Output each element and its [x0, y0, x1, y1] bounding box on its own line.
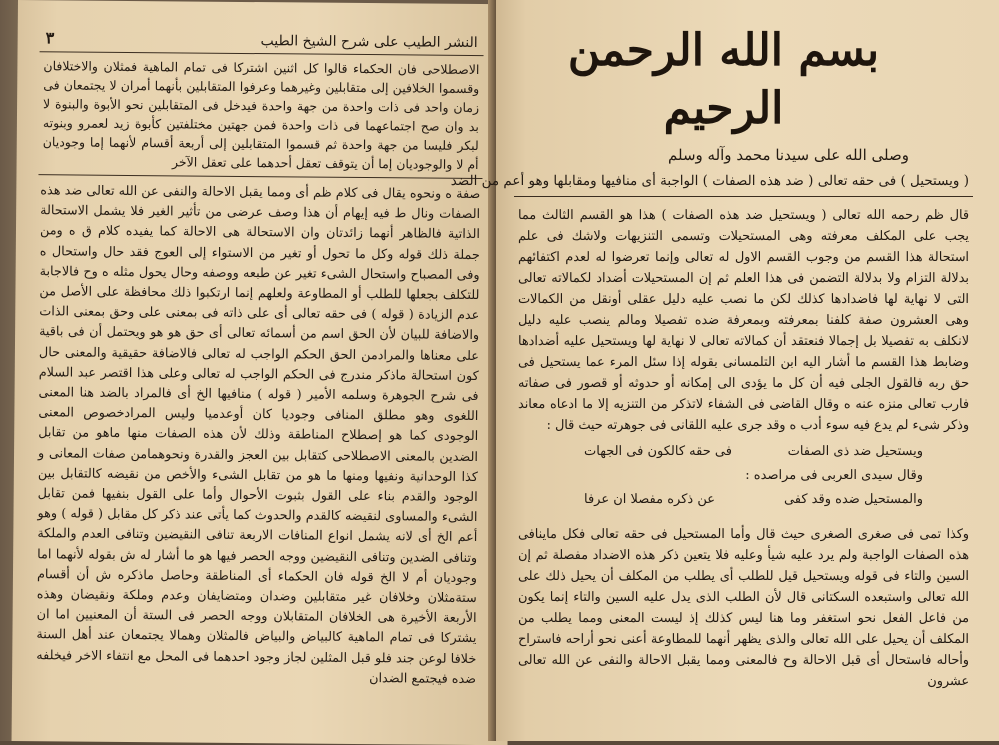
right-body-paragraph-2: وكذا تمى فى صغرى الصغرى حيث قال وأما المستحيل فى حقه تعالى فكل ماينافى هذه الصفات الواجبة ولم يرد عليه شيأ وعليه فلا يتعين ذكر هذه الاضداد مفصلة ثم إن السين والتاء فى قوله ويستحيل قيل للطلب أى يطلب من المكلف أن يحيل ذلك على الله تعالى واستبعده السكتانى قال لأن الطلب الذى يدل عليه السين والتاء إنما يكون من فاعل الفعل نحو استغفر وما هنا ليس كذلك إذ ليست المعنى ومما يطلب من المكلف أن يحيل على الله تعالى والذى يظهر أنهما للمطاوعة أعنى نحو أراحه فاستراح وأحاله فاستحال أى قبل الاحالة وح فالمعنى ومما يقبل الاحالة والنفى عن الله تعالى عشرون [518, 527, 969, 689]
left-body-text: صفة ه ونحوه يقال فى كلام ظم أى ومما يقبل الاحالة والنفى عن الله تعالى ضد هذه الصفات ونال ط فيه إيهام أن هذا وصف عرضى من تأثير الغير فلا يشمل الاستحالة الذاتية فالظاهر أنهما زائدتان وان الاستحالة هى الاحالة كما يفيده كلام ق ه ومن جملة ذلك قوله وكل ما تحول أو تغير من الاستواء إلى العوج فقد حال واستحال ه وفى المصباح واستحال الشىء تغير عن طبعه ووصفه وحال يحول مثله ه وح فالاجابة للتكلف بجعلها للطلب أو المطاوعة ولعلهم إنما ارتكبوا ذلك محافظة على الأصل من عدم الزيادة ( قوله ) فى حقه تعالى أى على ذاته فى بمعنى على وحق بمعنى الذات والاضافة للبيان لأن الحق اسم من أسمائه تعالى أى حق هو هو ويحتمل أن فى باقية على معناها والمرادمن الحق الحكم الواجب له تعالى فالاضافة حقيقية والمعنى حال كون استحالة ماذكر مندرج فى الحكم الواجب له تعالى وعلى هذا اقتصر عبد السلام فى شرح الجوهرة وسلمه الأمير ( قوله ) منافيها الخ أى فالمراد بالضد هنا المعنى اللغوى وهو مطلق المنافى وجوديا كان أوعدميا وليس المرادخصوص المعنى الوجودى كما هو إصطلاح المناطقة وذلك لأن هذه الصفات منها ماهو من تقابل الضدين بالمعنى الاصطلاحى كتقابل بين العجز والقدرة ونحوهمامن صفات المعانى و كذا الوحدانية ونفيها ومنها ما هو من تقابل الشىء والأخص من نقيضه كالتقابل بين الوجود والقدم بناء على القول بثبوت الأحوال وأما على القول بنفيها فمن تقابل الشىء والمساوى لنقيضه كالقدم والحدوث كما يأتى عند ذكر كل مقابل ( قوله ) وهو أعم الخ أى لانه يشمل انواع المنافات الاربعة تنافى النقيضين وتنافى العدم والملكة وتنافى الضدين وتنافى النقيضين ووجه الحصر فيها هو ما أشار له ش بقوله لأنهما اما وجوديان أم لا الخ قوله فان الحكماء أى المناطقة وحاصل ماذكره ش أن أقسام ستةمثلان وخلافان غير متقابلين وضدان ومتضايفان وعدم وملكة ونقيضان وهذه الأربعة الأخيرة هى الخلافان المتقابلان ووجه الحصر فى الستة أن المعنيين اما ان يشتركا فى تمام الماهية كالبياض والبياض فالمثلان وهمالا يجتمعان عند أهل السنة خلافا لوعن جند فلو قبل المثلين لجاز وجود احدهما فى المحل مع انتفاء الاخر فيخلفه ضده فيجتمع الضدان [36, 183, 481, 687]
verse-block [514, 436, 973, 516]
salawat-line: وصلى الله على سيدنا محمد وآله وسلم [668, 146, 909, 164]
page-number: ٣ [45, 28, 55, 48]
verse-2-first-hemistich: والمستحيل ضده وقد كفى [783, 492, 923, 507]
verse-1-second-hemistich: فى حقه كالكون فى الجهات [584, 444, 732, 459]
verse-row-2 [524, 488, 963, 512]
basmala-calligraphy: بسم الله الرحمن الرحيم [567, 25, 880, 134]
commentary-top-text: الاصطلاحى فان الحكماء قالوا كل اثنين اشتركا فى تمام الماهية فمثلان والاختلافان وقسموا الخلافين إلى متقابلين وغيرهما وعرفوا المتقابلين بأنهما أمران لا يجتمعان فى زمان واحد فى ذات واحدة من جهة واحدة فيدخل فى المتقابلين نحو الأبوة والبنوة لا بد وان صح اجتماعهما فى ذات واحدة فمن جهتين مختلفتين كأبوة زيد لعمرو وبنوته لبكر فليسا من جهة واحدة ثم قسموا المتقابلين إلى أربعة أقسام لأنهما إما وجوديان أم لا والوجوديان إما أن يتوقف تعقل أحدهما على تعقل الآخر [42, 58, 480, 173]
verse-row-1 [524, 440, 963, 464]
running-head-title: النشر الطيب على شرح الشيخ الطيب [260, 33, 478, 52]
right-body-paragraph-1: قال ظم رحمه الله تعالى ( ويستحيل ضد هذه الصفات ) هذا هو القسم الثالث مما يجب على المكلف معرفته وهى المستحيلات وتسمى التنزيهات ولاشك فى علم استحالة هذا القسم من وجوب القسم الاول له تعالى وإنما تعرضوا له لعدم اكتفائهم بدلالة التزام ولا بدلالة التضمن فى هذا العلم ثم إن المستحيلات أضداد لكمالاته تعالى التى لا نهاية لها فاضدادها كذلك لكن ما نصب عليه دليل عقلى أونقل من الكمالات وهى العشرون صفة كلفنا بمعرفته وبمعرفة ضده تفصيلا ومالم ينصب عليه دليل لانكلف به تفصيلا بل إجمالا فنعتقد أن كمالاته تعالى لا نهاية لها ويستحيل عليه أضدادها وضابط هذا القسم ما أشار اليه ابن التلمسانى بقوله إذا سئل المرء عما يستحيل فى حق ربه فالقول الجلى فيه أن كل ما يؤدى الى إمكانه أو حدوثه أو قصور فى صفاته فارب تعالى منزه عنه ه وقال القاضى فى الشفاء لاتذكر من التنزيه إلا ما ادعاه معاند وذكر شىء لم يدع فيه سوء أدب ه وقد جرى عليه اللقانى فى جوهرته حيث قال : [518, 208, 969, 433]
matn-text: ( ويستحيل ) فى حقه تعالى ( ضد هذه الصفات ) الواجبة أى منافيها ومقابلها وهو أعم من الضد [514, 164, 973, 197]
right-body [514, 197, 973, 436]
verse-2-second-hemistich: عن ذكره مفصلا ان عرفا [584, 492, 715, 507]
right-body-2 [514, 516, 973, 692]
verse-1-first-hemistich: ويستحيل ضد ذى الصفات [787, 444, 923, 459]
commentary-top-block [38, 52, 483, 179]
right-page [450, 0, 999, 741]
left-body [34, 175, 482, 690]
verse-intro: وقال سيدى العربى فى مراصده : [745, 468, 923, 483]
left-page [12, 0, 514, 745]
